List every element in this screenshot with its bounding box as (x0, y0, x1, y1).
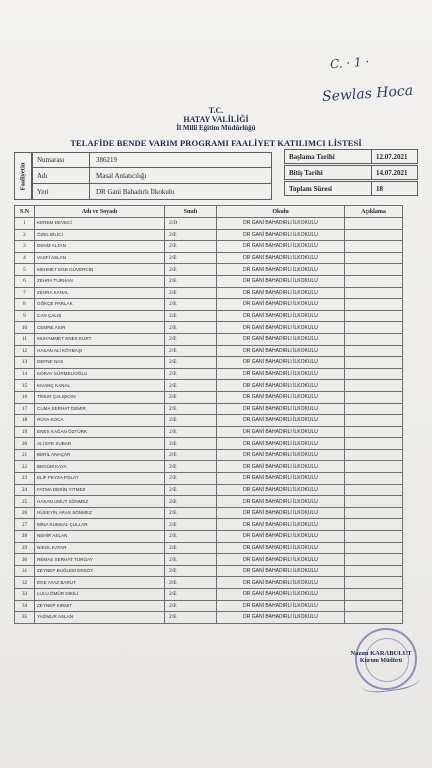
student-name: DEFNE NAS (35, 357, 165, 369)
activity-name-label: Adı (33, 168, 90, 183)
total-duration-row (284, 181, 418, 196)
student-name: TİMUR ÇALIŞKAN (35, 391, 165, 403)
row-number: 18 (15, 415, 35, 427)
row-note (345, 380, 403, 392)
student-name: REMAS SERHAT TURGAY (35, 554, 165, 566)
student-school: DR GANİ BAHADIRLI İLKOKULU (217, 229, 345, 241)
student-name: ZEYNEP KIRMIT (35, 600, 165, 612)
student-name: MİNA KUMSAL ÇULLAR (35, 519, 165, 531)
student-name: LULU ÖMÜR DİKİLİ (35, 589, 165, 601)
table-row (15, 426, 403, 438)
student-class: 2/E (165, 565, 217, 577)
student-name: EGE AYAZ BARUT (35, 577, 165, 589)
row-note (345, 612, 403, 624)
row-note (345, 577, 403, 589)
student-class: 2/E (165, 612, 217, 624)
row-number: 5 (15, 264, 35, 276)
student-class: 2/E (165, 357, 217, 369)
table-row (15, 264, 403, 276)
handwritten-note-name: Sewlas Hoca (321, 82, 414, 106)
student-school: DR GANİ BAHADIRLI İLKOKULU (217, 542, 345, 554)
row-note (345, 229, 403, 241)
total-duration-value: 18 (376, 184, 383, 193)
student-school: DR GANİ BAHADIRLI İLKOKULU (217, 241, 345, 253)
activity-place-label: Yeri (33, 184, 90, 199)
student-name: CEMRE ASIR (35, 322, 165, 334)
row-note (345, 218, 403, 230)
table-row (15, 473, 403, 485)
student-school: DR GANİ BAHADIRLI İLKOKULU (217, 391, 345, 403)
student-school: DR GANİ BAHADIRLI İLKOKULU (217, 264, 345, 276)
signature-block (336, 650, 426, 664)
row-number: 26 (15, 507, 35, 519)
student-class: 2/E (165, 554, 217, 566)
row-note (345, 507, 403, 519)
student-school: DR GANİ BAHADIRLI İLKOKULU (217, 345, 345, 357)
student-school: DR GANİ BAHADIRLI İLKOKULU (217, 519, 345, 531)
table-body (15, 218, 403, 624)
table-row (15, 229, 403, 241)
header-note: Açıklama (345, 206, 403, 218)
row-note (345, 264, 403, 276)
row-note (345, 357, 403, 369)
student-school: DR GANİ BAHADIRLI İLKOKULU (217, 333, 345, 345)
row-number: 8 (15, 299, 35, 311)
student-class: 2/E (165, 496, 217, 508)
student-school: DR GANİ BAHADIRLI İLKOKULU (217, 310, 345, 322)
student-class: 2/E (165, 287, 217, 299)
table-row (15, 391, 403, 403)
student-class: 2/E (165, 438, 217, 450)
student-class: 2/E (165, 449, 217, 461)
row-number: 14 (15, 368, 35, 380)
row-note (345, 322, 403, 334)
row-note (345, 287, 403, 299)
table-row (15, 577, 403, 589)
row-note (345, 438, 403, 450)
student-school: DR GANİ BAHADIRLI İLKOKULU (217, 403, 345, 415)
row-note (345, 484, 403, 496)
header-name: Adı ve Soyadı (35, 206, 165, 218)
student-school: DR GANİ BAHADIRLI İLKOKULU (217, 438, 345, 450)
table-row (15, 449, 403, 461)
table-row (15, 380, 403, 392)
student-name: HASAN UMUT SÖNMEZ (35, 496, 165, 508)
row-note (345, 333, 403, 345)
start-date-value: 12.07.2021 (376, 152, 408, 161)
row-note (345, 241, 403, 253)
table-row (15, 275, 403, 287)
row-number: 3 (15, 241, 35, 253)
row-note (345, 403, 403, 415)
row-note (345, 449, 403, 461)
student-class: 2/E (165, 473, 217, 485)
student-name: KEREM DEVECİ (35, 218, 165, 230)
row-number: 28 (15, 531, 35, 543)
row-number: 1 (15, 218, 35, 230)
handwritten-note-top: C. · 1 · (329, 54, 370, 72)
activity-name-value: Masal Anlatıcılığı (96, 171, 147, 180)
row-note (345, 275, 403, 287)
row-note (345, 310, 403, 322)
student-school: DR GANİ BAHADIRLI İLKOKULU (217, 554, 345, 566)
student-name: MEHMET EGE GÜVERCİN (35, 264, 165, 276)
table-row (15, 299, 403, 311)
student-school: DR GANİ BAHADIRLI İLKOKULU (217, 449, 345, 461)
table-row (15, 589, 403, 601)
row-number: 23 (15, 473, 35, 485)
student-class: 2/E (165, 275, 217, 287)
student-school: DR GANİ BAHADIRLI İLKOKULU (217, 415, 345, 427)
student-school: DR GANİ BAHADIRLI İLKOKULU (217, 589, 345, 601)
student-class: 2/E (165, 310, 217, 322)
activity-info-block (14, 152, 419, 200)
row-number: 19 (15, 426, 35, 438)
row-note (345, 531, 403, 543)
student-name: KORAY SÜRMELİOĞLU (35, 368, 165, 380)
student-name: DENİZ ALTAN (35, 241, 165, 253)
row-note (345, 426, 403, 438)
row-number: 2 (15, 229, 35, 241)
table-header-row (15, 206, 403, 218)
student-name: ZEHRA TURHAN (35, 275, 165, 287)
row-note (345, 391, 403, 403)
student-school: DR GANİ BAHADIRLI İLKOKULU (217, 531, 345, 543)
table-row (15, 345, 403, 357)
table-row (15, 310, 403, 322)
table-row (15, 484, 403, 496)
student-name: HASAN ALİ KÖYBAŞI (35, 345, 165, 357)
student-class: 2/E (165, 461, 217, 473)
student-class: 2/E (165, 380, 217, 392)
student-name: GÖKÇE PARLAK (35, 299, 165, 311)
row-number: 7 (15, 287, 35, 299)
activity-name-row (32, 168, 272, 184)
student-school: DR GANİ BAHADIRLI İLKOKULU (217, 252, 345, 264)
student-class: 2/E (165, 507, 217, 519)
row-note (345, 299, 403, 311)
row-note (345, 519, 403, 531)
activity-place-row (32, 184, 272, 200)
row-note (345, 589, 403, 601)
row-note (345, 600, 403, 612)
student-school: DR GANİ BAHADIRLI İLKOKULU (217, 357, 345, 369)
student-school: DR GANİ BAHADIRLI İLKOKULU (217, 612, 345, 624)
table-row (15, 333, 403, 345)
activity-number-value: 386219 (96, 156, 117, 164)
table-row (15, 287, 403, 299)
row-note (345, 345, 403, 357)
activity-info-left (32, 152, 272, 200)
student-class: 2/E (165, 345, 217, 357)
row-number: 11 (15, 333, 35, 345)
row-note (345, 368, 403, 380)
table-row (15, 507, 403, 519)
activity-place-value: DR Gani Bahadırlı İlkokulu (96, 187, 175, 196)
row-note (345, 415, 403, 427)
student-class: 2/E (165, 484, 217, 496)
student-school: DR GANİ BAHADIRLI İLKOKULU (217, 496, 345, 508)
student-name: CAN ÇALIŞ (35, 310, 165, 322)
student-name: YAĞMUR ASLAN (35, 612, 165, 624)
row-number: 16 (15, 391, 35, 403)
row-number: 32 (15, 577, 35, 589)
row-number: 9 (15, 310, 35, 322)
student-name: HÜSEYİN ARAS SÖNMEZ (35, 507, 165, 519)
header-governorship: HATAY VALİLİĞİ (183, 115, 249, 124)
document-title: TELAFİDE BENDE VARIM PROGRAMI FAALİYET KATILIMCI LİSTESİ (70, 138, 362, 148)
table-row (15, 438, 403, 450)
student-school: DR GANİ BAHADIRLI İLKOKULU (217, 218, 345, 230)
end-date-row (284, 165, 418, 180)
start-date-label: Başlama Tarihi (285, 150, 372, 163)
start-date-row (284, 149, 418, 164)
row-note (345, 542, 403, 554)
student-school: DR GANİ BAHADIRLI İLKOKULU (217, 322, 345, 334)
row-number: 12 (15, 345, 35, 357)
student-school: DR GANİ BAHADIRLI İLKOKULU (217, 507, 345, 519)
student-name: BEGÜM KAYA (35, 461, 165, 473)
student-class: 2/E (165, 519, 217, 531)
row-number: 24 (15, 484, 35, 496)
student-name: CUMA SERHAT DEMİR (35, 403, 165, 415)
table-row (15, 600, 403, 612)
student-class: 2/E (165, 542, 217, 554)
student-class: 2/E (165, 589, 217, 601)
student-class: 2/E (165, 299, 217, 311)
table-row (15, 565, 403, 577)
student-school: DR GANİ BAHADIRLI İLKOKULU (217, 426, 345, 438)
table-row (15, 554, 403, 566)
row-number: 4 (15, 252, 35, 264)
table-row (15, 252, 403, 264)
header-sn: S.N (15, 206, 35, 218)
activity-side-label: Faaliyetin (14, 152, 32, 200)
student-school: DR GANİ BAHADIRLI İLKOKULU (217, 461, 345, 473)
student-name: RÜYA KOCA (35, 415, 165, 427)
student-school: DR GANİ BAHADIRLI İLKOKULU (217, 368, 345, 380)
student-name: ZEYNEP BUĞLEM ERSOY (35, 565, 165, 577)
row-number: 33 (15, 589, 35, 601)
row-note (345, 565, 403, 577)
row-number: 34 (15, 600, 35, 612)
header-school: Okulu (217, 206, 345, 218)
participant-table (14, 205, 403, 624)
student-class: 2/E (165, 252, 217, 264)
row-number: 25 (15, 496, 35, 508)
student-name: NİKOL KATAR (35, 542, 165, 554)
student-name: ÖZEL BİLİCİ (35, 229, 165, 241)
row-note (345, 554, 403, 566)
student-class: 2/E (165, 229, 217, 241)
row-note (345, 252, 403, 264)
row-number: 13 (15, 357, 35, 369)
student-school: DR GANİ BAHADIRLI İLKOKULU (217, 287, 345, 299)
student-school: DR GANİ BAHADIRLI İLKOKULU (217, 600, 345, 612)
student-name: KIVANÇ KANAL (35, 380, 165, 392)
student-name: ALİ EFE SUBAR (35, 438, 165, 450)
table-row (15, 415, 403, 427)
student-class: 2/E (165, 577, 217, 589)
table-row (15, 531, 403, 543)
row-note (345, 496, 403, 508)
table-row (15, 403, 403, 415)
student-class: 2/D (165, 218, 217, 230)
row-number: 17 (15, 403, 35, 415)
student-class: 2/E (165, 531, 217, 543)
header-tc: T.C. (208, 106, 224, 115)
student-name: NEHİR ASLAN (35, 531, 165, 543)
student-name: BERİL ANAÇAR (35, 449, 165, 461)
row-number: 21 (15, 449, 35, 461)
table-row (15, 368, 403, 380)
student-name: VASFİ ASLAN (35, 252, 165, 264)
row-note (345, 473, 403, 485)
student-class: 2/E (165, 426, 217, 438)
activity-info-right (284, 149, 418, 197)
student-name: ELİF FEYZA POLAT (35, 473, 165, 485)
table-row (15, 519, 403, 531)
student-name: MUHAMMET ENES KURT (35, 333, 165, 345)
row-number: 29 (15, 542, 35, 554)
student-school: DR GANİ BAHADIRLI İLKOKULU (217, 473, 345, 485)
total-duration-label: Toplam Süresi (285, 182, 372, 195)
row-number: 20 (15, 438, 35, 450)
student-name: ENES KAĞAN ÖZTÜRK (35, 426, 165, 438)
student-name: FATMA DERİN YITMEZ (35, 484, 165, 496)
table-row (15, 218, 403, 230)
table-row (15, 612, 403, 624)
activity-number-row (32, 152, 272, 168)
signer-title: Kurum Müdürü (359, 658, 403, 664)
row-number: 15 (15, 380, 35, 392)
student-school: DR GANİ BAHADIRLI İLKOKULU (217, 275, 345, 287)
row-number: 22 (15, 461, 35, 473)
student-class: 2/E (165, 264, 217, 276)
student-school: DR GANİ BAHADIRLI İLKOKULU (217, 484, 345, 496)
student-class: 2/E (165, 368, 217, 380)
table-row (15, 357, 403, 369)
student-class: 2/E (165, 403, 217, 415)
row-number: 35 (15, 612, 35, 624)
header-directorate: İl Milli Eğitim Müdürlüğü (176, 124, 256, 132)
student-school: DR GANİ BAHADIRLI İLKOKULU (217, 380, 345, 392)
end-date-value: 14.07.2021 (376, 168, 408, 177)
row-number: 31 (15, 565, 35, 577)
student-class: 2/E (165, 600, 217, 612)
student-class: 2/E (165, 391, 217, 403)
student-school: DR GANİ BAHADIRLI İLKOKULU (217, 299, 345, 311)
row-number: 10 (15, 322, 35, 334)
row-number: 27 (15, 519, 35, 531)
row-number: 30 (15, 554, 35, 566)
table-row (15, 322, 403, 334)
row-number: 6 (15, 275, 35, 287)
end-date-label: Bitiş Tarihi (285, 166, 372, 179)
header-class: Sınıfı (165, 206, 217, 218)
table-row (15, 241, 403, 253)
student-school: DR GANİ BAHADIRLI İLKOKULU (217, 565, 345, 577)
activity-number-label: Numarası (33, 153, 90, 167)
student-class: 2/E (165, 322, 217, 334)
student-school: DR GANİ BAHADIRLI İLKOKULU (217, 577, 345, 589)
student-class: 2/E (165, 415, 217, 427)
row-note (345, 461, 403, 473)
table-row (15, 461, 403, 473)
table-row (15, 542, 403, 554)
table-row (15, 496, 403, 508)
student-class: 2/E (165, 241, 217, 253)
signer-name: Nazım KARABULUT (350, 650, 412, 657)
participant-table-wrapper (14, 205, 402, 624)
student-name: ZEHRA KANAL (35, 287, 165, 299)
student-class: 2/E (165, 333, 217, 345)
